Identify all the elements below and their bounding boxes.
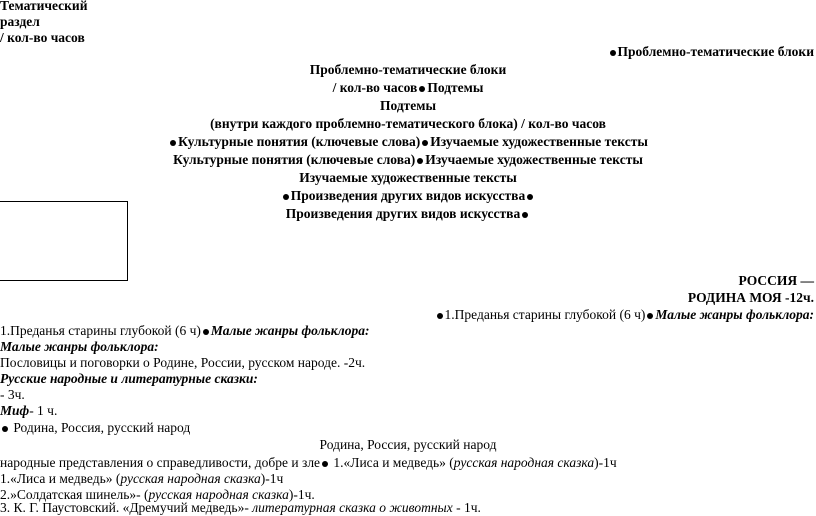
body-line-6: Миф- 1 ч. xyxy=(0,403,58,418)
center-line-8: Произведения других видов искусства xyxy=(0,188,816,204)
body-line-9: народные представления о справедливости, добре и зле 1.«Лиса и медведь» (русская народная сказка)-1ч xyxy=(0,455,617,470)
body-line-11: 2.»Солдатская шинель»- (русская народная сказка)-1ч. xyxy=(0,487,315,502)
bullet-icon xyxy=(647,313,653,319)
header-left-line-2: раздел xyxy=(0,14,40,29)
section-title-line-2: РОДИНА МОЯ -12ч. xyxy=(687,290,814,305)
body-line-5: - 3ч. xyxy=(0,387,25,402)
center-line-3: Подтемы xyxy=(379,98,437,113)
bullet-icon xyxy=(527,194,533,200)
body-line-8: Родина, Россия, русский народ xyxy=(319,437,497,452)
body-line-1: 1.Преданья старины глубокой (6 ч) Малые жанры фольклора: xyxy=(0,323,370,338)
bullet-icon xyxy=(522,212,528,218)
body-line-3: Пословицы и поговорки о Родине, России, русском народе. -2ч. xyxy=(0,355,366,370)
center-line-4: (внутри каждого проблемно-тематического блока) / кол-во часов xyxy=(210,116,606,131)
center-line-1: Проблемно-тематические блоки xyxy=(309,62,507,77)
body-line-7: Родина, Россия, русский народ xyxy=(0,420,190,436)
header-left-line-3: / кол-во часов xyxy=(0,30,85,45)
body-line-2: Малые жанры фольклора: xyxy=(0,339,159,354)
center-line-7: Изучаемые художественные тексты xyxy=(299,170,517,185)
bullet-icon xyxy=(417,158,423,164)
header-right: Проблемно-тематические блоки xyxy=(608,44,814,60)
header-left-line-1: Тематический xyxy=(0,0,88,13)
body-line-12: 3. К. Г. Паустовский. «Дремучий медведь»- литературная сказка о животных - 1ч. xyxy=(0,500,481,515)
bullet-icon xyxy=(283,194,289,200)
bullet-icon xyxy=(437,313,443,319)
center-line-6: Культурные понятия (ключевые слова) Изучаемые художественные тексты xyxy=(173,152,643,167)
center-line-9: Произведения других видов искусства xyxy=(0,206,816,222)
bullet-icon xyxy=(2,426,8,432)
bullet-icon xyxy=(170,140,176,146)
bullet-icon xyxy=(203,329,209,335)
bullet-icon xyxy=(419,86,425,92)
center-line-2: / кол-во часов Подтемы xyxy=(332,80,484,95)
center-line-5: Культурные понятия (ключевые слова) Изучаемые художественные тексты xyxy=(0,134,816,150)
empty-box xyxy=(0,201,128,281)
bullet-icon xyxy=(322,461,328,467)
bullet-icon xyxy=(422,140,428,146)
section-title-line-1: РОССИЯ — xyxy=(738,273,814,288)
right-topic-line: 1.Преданья старины глубокой (6 ч) Малые жанры фольклора: xyxy=(435,307,814,323)
bullet-icon xyxy=(610,50,616,56)
header-left xyxy=(0,0,88,46)
body-line-10: 1.«Лиса и медведь» (русская народная сказка)-1ч xyxy=(0,471,284,486)
body-line-4: Русские народные и литературные сказки: xyxy=(0,371,258,386)
